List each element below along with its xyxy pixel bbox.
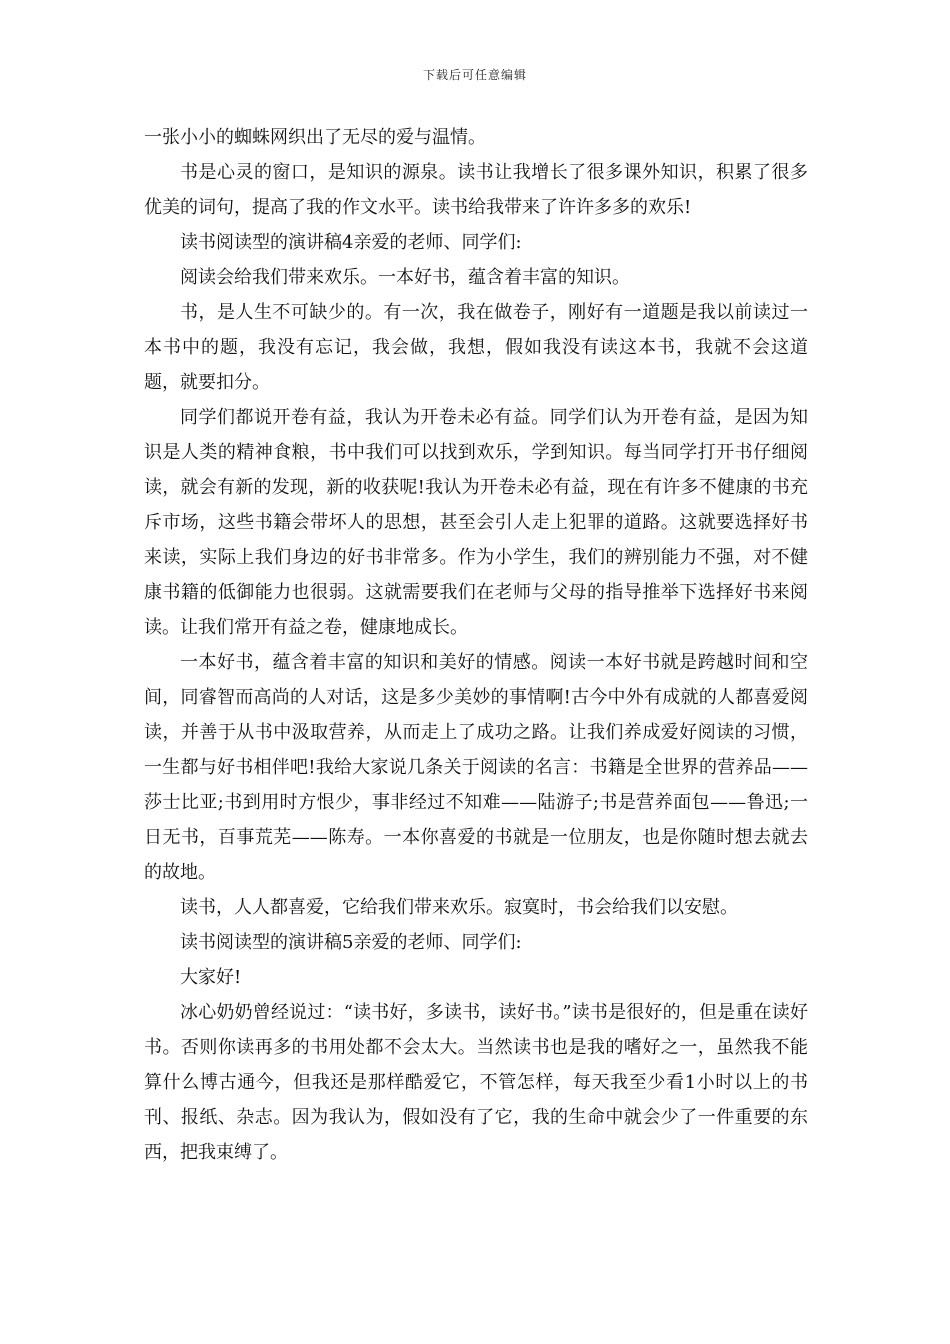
paragraph: 同学们都说开卷有益，我认为开卷未必有益。同学们认为开卷有益，是因为知识是人类的精神食粮，书中我们可以找到欢乐，学到知识。每当同学打开书仔细阅读，就会有新的发现，新的收获呢!我认为开卷未必有益，现在有许多不健康的书充斥市场，这些书籍会带坏人的思想，甚至会引人走上犯罪的道路。这就要选择好书来读，实际上我们身边的好书非常多。作为小学生，我们的辨别能力不强，对不健康书籍的低御能力也很弱。这就需要我们在老师与父母的指导推举下选择好书来阅读。让我们常开有益之卷，健康地成长。 [144, 407, 808, 638]
speech-title-4: 读书阅读型的演讲稿4亲爱的老师、同学们: [180, 232, 522, 253]
paragraph: 一张小小的蜘蛛网织出了无尽的爱与温情。 [144, 127, 486, 148]
speech-title-5: 读书阅读型的演讲稿5亲爱的老师、同学们: [180, 932, 522, 953]
paragraph: 读书，人人都喜爱，它给我们带来欢乐。寂寞时，书会给我们以安慰。 [180, 897, 738, 918]
document-body [144, 120, 808, 1170]
paragraph: 书，是人生不可缺少的。有一次，我在做卷子，刚好有一道题是我以前读过一本书中的题，我没有忘记，我会做，我想，假如我没有读这本书，我就不会这道题，就要扣分。 [144, 302, 808, 393]
greeting: 大家好! [180, 967, 242, 988]
paragraph: 一本好书，蕴含着丰富的知识和美好的情感。阅读一本好书就是跨越时间和空间，同睿智而高尚的人对话，这是多少美妙的事情啊!古今中外有成就的人都喜爱阅读，并善于从书中汲取营养，从而走上了成功之路。让我们养成爱好阅读的习惯，一生都与好书相伴吧!我给大家说几条关于阅读的名言：书籍是全世界的营养品——莎士比亚;书到用时方恨少，事非经过不知难——陆游子;书是营养面包——鲁迅;一日无书，百事荒芜——陈寿。一本你喜爱的书就是一位朋友，也是你随时想去就去的故地。 [144, 652, 808, 883]
paragraph: 书是心灵的窗口，是知识的源泉。读书让我增长了很多课外知识，积累了很多优美的词句，提高了我的作文水平。读书给我带来了许许多多的欢乐! [144, 162, 808, 218]
page-header-note: 下载后可任意编辑 [422, 68, 527, 82]
paragraph: 阅读会给我们带来欢乐。一本好书，蕴含着丰富的知识。 [180, 267, 630, 288]
paragraph: 冰心奶奶曾经说过：“读书好，多读书，读好书。”读书是很好的，但是重在读好书。否则你读再多的书用处都不会太大。当然读书也是我的嗜好之一，虽然我不能算什么博古通今，但我还是那样酷爱它，不管怎样，每天我至少看1小时以上的书刊、报纸、杂志。因为我认为，假如没有了它，我的生命中就会少了一件重要的东西，把我束缚了。 [144, 1002, 808, 1163]
